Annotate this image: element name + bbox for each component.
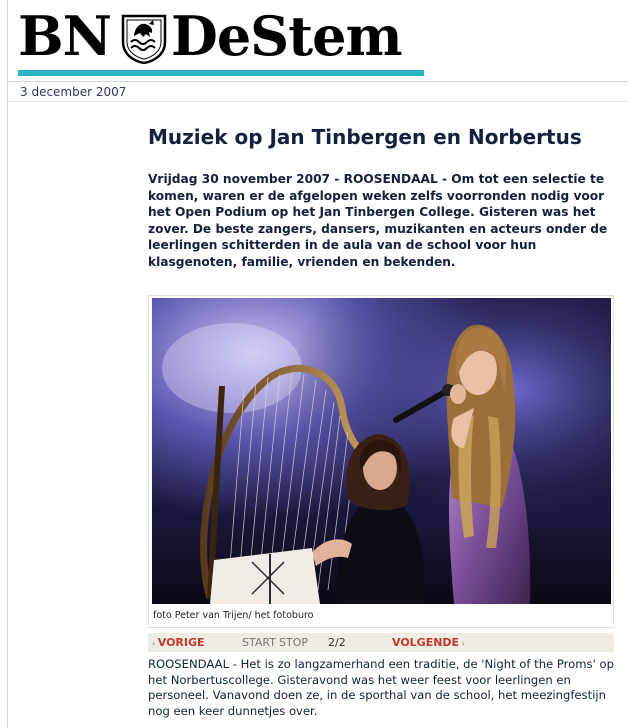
slide-counter: 2/2 — [328, 636, 346, 649]
date-divider — [8, 101, 628, 102]
article-lead: Vrijdag 30 november 2007 - ROOSENDAAL - Om tot een selectie te komen, waren er de afgelopen weken zelfs voorronden nodig voor het Open Podium op het Jan Tinbergen College. Gisteren was het zover. De beste zangers, dansers, muzikanten en acteurs onder de leerlingen schitterden in de aula van de school voor hun klasgenoten, familie, vrienden en bekenden. — [148, 172, 608, 269]
stop-button[interactable]: STOP — [279, 636, 308, 649]
start-button[interactable]: START — [242, 636, 276, 649]
photo-caption: foto Peter van Trijen/ het fotoburo — [153, 610, 314, 621]
prev-label: VORIGE — [157, 636, 205, 649]
article-title: Muziek op Jan Tinbergen en Norbertus — [148, 125, 582, 149]
article-body: ROOSENDAAL - Het is zo langzamerhand een traditie, de 'Night of the Proms' op het Norbertuscollege. Gisteravond was het weer feest voor leerlingen en personeel. Vanavond doen ze, in de sporthal van de school, het meezingfestijn nog een keer dunnetjes over. — [148, 657, 614, 718]
publication-date: 3 december 2007 — [20, 85, 127, 99]
concert-photo[interactable] — [152, 298, 611, 604]
next-button[interactable] — [392, 633, 465, 653]
heraldic-crest-icon — [119, 12, 169, 64]
photo-box — [148, 295, 614, 628]
slideshow-nav — [148, 633, 614, 652]
next-label: VOLGENDE — [392, 636, 460, 649]
masthead-rule — [18, 70, 424, 76]
logo-bn: BN — [18, 4, 112, 68]
masthead[interactable] — [18, 6, 428, 76]
prev-button[interactable] — [152, 633, 205, 653]
chevron-left-icon: ‹ — [152, 639, 158, 648]
top-divider — [8, 81, 628, 82]
chevron-right-icon: › — [459, 639, 465, 648]
logo-destem: DeStem — [171, 4, 402, 68]
